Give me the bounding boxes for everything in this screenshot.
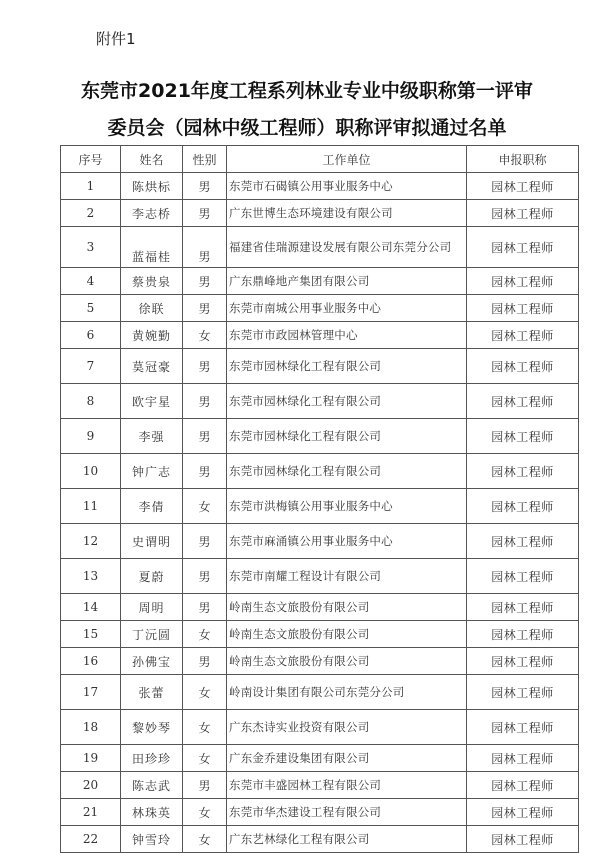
cell-work-unit: 东莞市洪梅镇公用事业服务中心 xyxy=(227,489,467,524)
cell-serial-number: 8 xyxy=(61,384,121,419)
table-row xyxy=(61,454,579,489)
cell-work-unit: 广东世博生态环境建设有限公司 xyxy=(227,200,467,227)
cell-applied-title: 园林工程师 xyxy=(467,524,579,559)
cell-gender: 男 xyxy=(183,349,227,384)
table-row xyxy=(61,559,579,594)
table-row xyxy=(61,268,579,295)
cell-name: 陈烘标 xyxy=(121,173,183,200)
cell-applied-title: 园林工程师 xyxy=(467,200,579,227)
cell-gender: 男 xyxy=(183,227,227,268)
cell-name: 李志桥 xyxy=(121,200,183,227)
cell-work-unit: 东莞市园林绿化工程有限公司 xyxy=(227,384,467,419)
cell-gender: 男 xyxy=(183,384,227,419)
cell-gender: 男 xyxy=(183,524,227,559)
table-row xyxy=(61,349,579,384)
table-row xyxy=(61,227,579,268)
header-work-unit: 工作单位 xyxy=(227,146,467,173)
cell-gender: 女 xyxy=(183,710,227,745)
table-row xyxy=(61,295,579,322)
table-header-row xyxy=(61,146,579,173)
cell-work-unit: 东莞市石碣镇公用事业服务中心 xyxy=(227,173,467,200)
cell-serial-number: 15 xyxy=(61,621,121,648)
table-row xyxy=(61,173,579,200)
header-name: 姓名 xyxy=(121,146,183,173)
cell-applied-title: 园林工程师 xyxy=(467,648,579,675)
cell-serial-number: 2 xyxy=(61,200,121,227)
cell-gender: 女 xyxy=(183,826,227,853)
table-row xyxy=(61,772,579,799)
cell-work-unit: 岭南生态文旅股份有限公司 xyxy=(227,621,467,648)
cell-gender: 女 xyxy=(183,621,227,648)
cell-applied-title: 园林工程师 xyxy=(467,799,579,826)
cell-serial-number: 4 xyxy=(61,268,121,295)
cell-serial-number: 10 xyxy=(61,454,121,489)
cell-work-unit: 东莞市园林绿化工程有限公司 xyxy=(227,419,467,454)
cell-gender: 女 xyxy=(183,322,227,349)
cell-serial-number: 18 xyxy=(61,710,121,745)
cell-applied-title: 园林工程师 xyxy=(467,322,579,349)
cell-work-unit: 东莞市园林绿化工程有限公司 xyxy=(227,349,467,384)
table-row xyxy=(61,200,579,227)
cell-name: 钟雪玲 xyxy=(121,826,183,853)
cell-applied-title: 园林工程师 xyxy=(467,826,579,853)
cell-applied-title: 园林工程师 xyxy=(467,559,579,594)
cell-applied-title: 园林工程师 xyxy=(467,489,579,524)
cell-gender: 女 xyxy=(183,675,227,710)
cell-applied-title: 园林工程师 xyxy=(467,772,579,799)
cell-gender: 男 xyxy=(183,295,227,322)
cell-name: 史谓明 xyxy=(121,524,183,559)
header-gender: 性别 xyxy=(183,146,227,173)
document-title-line1: 东莞市2021年度工程系列林业专业中级职称第一评审 xyxy=(81,80,533,102)
cell-name: 田珍珍 xyxy=(121,745,183,772)
cell-applied-title: 园林工程师 xyxy=(467,349,579,384)
cell-serial-number: 16 xyxy=(61,648,121,675)
cell-serial-number: 21 xyxy=(61,799,121,826)
cell-serial-number: 12 xyxy=(61,524,121,559)
table-row xyxy=(61,384,579,419)
table-row xyxy=(61,489,579,524)
cell-work-unit: 广东鼎峰地产集团有限公司 xyxy=(227,268,467,295)
table-row xyxy=(61,524,579,559)
cell-name: 孙佛宝 xyxy=(121,648,183,675)
cell-work-unit: 东莞市麻涌镇公用事业服务中心 xyxy=(227,524,467,559)
table-row xyxy=(61,710,579,745)
cell-serial-number: 1 xyxy=(61,173,121,200)
cell-applied-title: 园林工程师 xyxy=(467,710,579,745)
cell-work-unit: 东莞市丰盛园林工程有限公司 xyxy=(227,772,467,799)
cell-name: 黎妙琴 xyxy=(121,710,183,745)
cell-gender: 男 xyxy=(183,772,227,799)
cell-gender: 男 xyxy=(183,419,227,454)
table-row xyxy=(61,675,579,710)
cell-name: 周明 xyxy=(121,594,183,621)
cell-name: 张蕾 xyxy=(121,675,183,710)
cell-applied-title: 园林工程师 xyxy=(467,384,579,419)
header-serial-number: 序号 xyxy=(61,146,121,173)
cell-work-unit: 东莞市南耀工程设计有限公司 xyxy=(227,559,467,594)
cell-applied-title: 园林工程师 xyxy=(467,419,579,454)
cell-name: 蓝福桂 xyxy=(121,227,183,268)
cell-name: 徐联 xyxy=(121,295,183,322)
cell-applied-title: 园林工程师 xyxy=(467,745,579,772)
cell-name: 林珠英 xyxy=(121,799,183,826)
attachment-label: 附件1 xyxy=(96,30,136,48)
cell-gender: 男 xyxy=(183,268,227,295)
cell-gender: 男 xyxy=(183,559,227,594)
cell-gender: 男 xyxy=(183,454,227,489)
cell-work-unit: 东莞市市政园林管理中心 xyxy=(227,322,467,349)
cell-serial-number: 14 xyxy=(61,594,121,621)
cell-applied-title: 园林工程师 xyxy=(467,675,579,710)
cell-serial-number: 20 xyxy=(61,772,121,799)
cell-name: 李倩 xyxy=(121,489,183,524)
cell-serial-number: 6 xyxy=(61,322,121,349)
cell-serial-number: 3 xyxy=(61,227,121,268)
cell-work-unit: 广东杰诗实业投资有限公司 xyxy=(227,710,467,745)
table-row xyxy=(61,322,579,349)
cell-serial-number: 9 xyxy=(61,419,121,454)
cell-serial-number: 22 xyxy=(61,826,121,853)
table-row xyxy=(61,826,579,853)
cell-name: 李强 xyxy=(121,419,183,454)
cell-gender: 男 xyxy=(183,200,227,227)
cell-gender: 女 xyxy=(183,799,227,826)
table-row xyxy=(61,745,579,772)
cell-work-unit: 东莞市南城公用事业服务中心 xyxy=(227,295,467,322)
cell-applied-title: 园林工程师 xyxy=(467,227,579,268)
cell-name: 钟广志 xyxy=(121,454,183,489)
cell-applied-title: 园林工程师 xyxy=(467,173,579,200)
cell-name: 陈志武 xyxy=(121,772,183,799)
document-title-line2: 委员会（园林中级工程师）职称评审拟通过名单 xyxy=(107,117,507,139)
cell-applied-title: 园林工程师 xyxy=(467,295,579,322)
approved-list-table xyxy=(60,145,579,853)
cell-gender: 男 xyxy=(183,594,227,621)
table-row xyxy=(61,799,579,826)
cell-name: 丁沅圆 xyxy=(121,621,183,648)
cell-name: 黄婉勤 xyxy=(121,322,183,349)
table-row xyxy=(61,648,579,675)
table-row xyxy=(61,621,579,648)
cell-applied-title: 园林工程师 xyxy=(467,454,579,489)
cell-work-unit: 福建省佳瑞源建设发展有限公司东莞分公司 xyxy=(227,227,467,268)
cell-work-unit: 广东金乔建设集团有限公司 xyxy=(227,745,467,772)
table-row xyxy=(61,419,579,454)
cell-work-unit: 广东艺林绿化工程有限公司 xyxy=(227,826,467,853)
cell-name: 蔡贵泉 xyxy=(121,268,183,295)
cell-applied-title: 园林工程师 xyxy=(467,268,579,295)
cell-serial-number: 5 xyxy=(61,295,121,322)
cell-gender: 女 xyxy=(183,489,227,524)
cell-work-unit: 岭南生态文旅股份有限公司 xyxy=(227,594,467,621)
cell-gender: 男 xyxy=(183,173,227,200)
header-applied-title: 申报职称 xyxy=(467,146,579,173)
cell-applied-title: 园林工程师 xyxy=(467,621,579,648)
table-row xyxy=(61,594,579,621)
cell-name: 莫冠豪 xyxy=(121,349,183,384)
cell-serial-number: 17 xyxy=(61,675,121,710)
cell-work-unit: 东莞市园林绿化工程有限公司 xyxy=(227,454,467,489)
cell-name: 欧宇星 xyxy=(121,384,183,419)
cell-serial-number: 19 xyxy=(61,745,121,772)
cell-name: 夏蔚 xyxy=(121,559,183,594)
cell-applied-title: 园林工程师 xyxy=(467,594,579,621)
cell-gender: 女 xyxy=(183,745,227,772)
cell-work-unit: 东莞市华杰建设工程有限公司 xyxy=(227,799,467,826)
cell-serial-number: 13 xyxy=(61,559,121,594)
cell-gender: 男 xyxy=(183,648,227,675)
cell-serial-number: 7 xyxy=(61,349,121,384)
cell-serial-number: 11 xyxy=(61,489,121,524)
cell-work-unit: 岭南生态文旅股份有限公司 xyxy=(227,648,467,675)
cell-work-unit: 岭南设计集团有限公司东莞分公司 xyxy=(227,675,467,710)
